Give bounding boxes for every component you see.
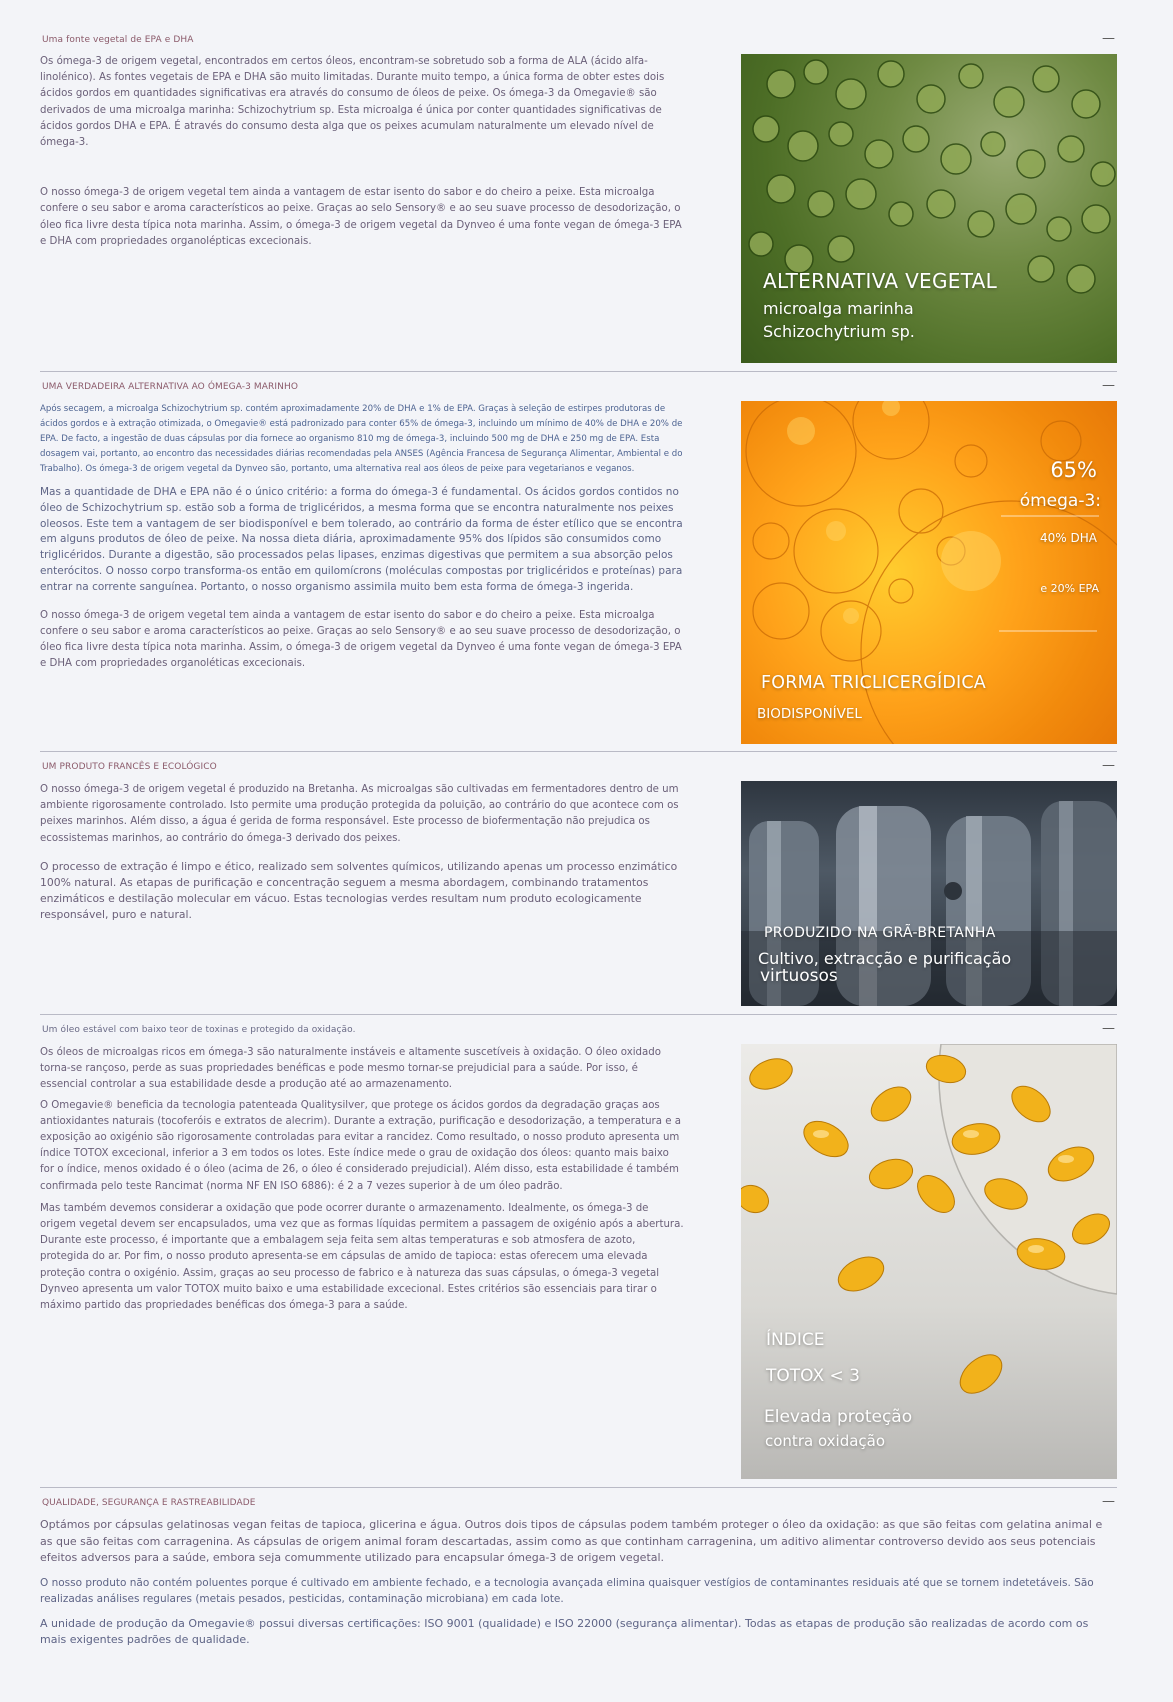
- section-5-header[interactable]: [40, 1494, 1117, 1516]
- divider: [40, 1014, 1117, 1015]
- collapse-toggle-icon[interactable]: —: [1102, 378, 1115, 393]
- image-line-3: Elevada proteção: [764, 1407, 913, 1427]
- image-title: PRODUZIDO NA GRÃ-BRETANHA: [764, 925, 996, 941]
- image-line-4: contra oxidação: [765, 1432, 886, 1450]
- omega-percent: 65%: [1050, 458, 1097, 482]
- paragraph: O nosso ómega-3 de origem vegetal é produzido na Bretanha. As microalgas são cultivadas em fermentadores dentro de um ambiente rigorosamente controlado. Isto permite uma produção protegida da poluição, ao contrário do que acontece com os peixes marinhos. Além disso, a água é gerida de forma responsável. Este processo de biofermentação não prejudica os ecossistemas marinhos, ao contrário do ómega-3 derivado dos peixes.: [40, 784, 679, 844]
- paragraph: O nosso ómega-3 de origem vegetal tem ainda a vantagem de estar isento do sabor e do cheiro a peixe. Esta microalga confere o seu sabor e aroma característicos ao peixe. Graças ao selo Sensory® e ao seu suave processo de desodorização, o óleo fica livre desta típica nota marinha. Assim, o ómega-3 de origem vegetal da Dynveo é uma fonte vegan de ómega-3 EPA e DHA com propriedades organolépticas excecionais.: [40, 187, 682, 247]
- collapse-toggle-icon[interactable]: —: [1102, 1494, 1115, 1509]
- section-2-header[interactable]: [40, 378, 1117, 400]
- image-line-1: microalga marinha: [763, 299, 914, 318]
- microalgae-photo: [741, 54, 1117, 363]
- collapse-toggle-icon[interactable]: —: [1102, 1021, 1115, 1036]
- softgel-capsules-photo: [741, 1044, 1117, 1479]
- section-4-text: [40, 1045, 685, 1328]
- section-5-title: QUALIDADE, SEGURANÇA E RASTREABILIDADE: [42, 1498, 256, 1508]
- paragraph: O nosso produto não contém poluentes porque é cultivado em ambiente fechado, e a tecnologia avançada elimina quaisquer vestígios de contaminantes residuais até que se tornem indetetáveis. São realizadas análises regulares (metais pesados, pesticidas, contaminação microbiana) em cada lote.: [40, 1576, 1094, 1605]
- oil-bubbles-photo: [741, 401, 1117, 744]
- section-5-text: [40, 1517, 1117, 1663]
- image-title: FORMA TRICLICERGÍDICA: [761, 673, 986, 693]
- collapse-toggle-icon[interactable]: —: [1102, 31, 1115, 46]
- section-2-text: [40, 402, 685, 686]
- paragraph: Após secagem, a microalga Schizochytrium sp. contém aproximadamente 20% de DHA e 1% de EPA. Graças à seleção de estirpes produtoras de ácidos gordos e à extração otimizada, o Omegavie® está padronizado para conter 65% de ómega-3, incluindo um mínimo de 40% de DHA e 20% de EPA. De facto, a ingestão de duas cápsulas por dia fornece ao organismo 810 mg de ómega-3, incluindo 500 mg de DHA e 250 mg de EPA. Esta dosagem vai, portanto, ao encontro das necessidades diárias recomendadas pela ANSES (Agência Francesa de Segurança Alimentar, Ambiental e do Trabalho). Os ómega-3 de origem vegetal da Dynveo são, portanto, uma alternativa real aos óleos de peixe para vegetarianos e veganos.: [40, 404, 683, 474]
- image-subtitle: BIODISPONÍVEL: [757, 706, 862, 722]
- paragraph: Mas a quantidade de DHA e EPA não é o único critério: a forma do ómega-3 é fundamental. Os ácidos gordos contidos no óleo de Schizochytrium sp. estão sob a forma de triglicéridos, a mesma forma que se encontra naturalmente nos peixes oleosos. Este tem a vantagem de ser biodisponível e bem tolerado, ao contrário da forma de éster etílico que se encontra em alguns produtos de óleo de peixe. Na nossa dieta diária, aproximadamente 95% dos lípidos são consumidos como triglicéridos. Durante a digestão, são processados pelas lipases, enzimas digestivas que permitem a sua absorção pelos enterócitos. O nosso corpo transforma-os então em quilomícrons (moléculas compostas por triglicéridos e proteínas) para entrar na corrente sanguínea. Portanto, o nosso organismo assimila muito bem esta forma de ómega-3 ingerida.: [40, 486, 683, 593]
- paragraph: Os ómega-3 de origem vegetal, encontrados em certos óleos, encontram-se sobretudo sob a forma de ALA (ácido alfa-linolénico). As fontes vegetais de EPA e DHA são muito limitadas. Durante muito tempo, a única forma de obter estes dois ácidos gordos em quantidades significativas era através do consumo de óleos de peixe. Os ómega-3 da Omegavie® são derivados de uma microalga marinha: Schizochytrium sp. Esta microalga é única por conter quantidades significativas de ácidos gordos DHA e EPA. É através do consumo desta alga que os peixes acumulam naturalmente um elevado nível de ómega-3.: [40, 56, 665, 149]
- section-1-text: [40, 54, 685, 264]
- section-1-header[interactable]: [40, 31, 1117, 53]
- image-line-1: Cultivo, extracção e purificação: [758, 949, 1012, 968]
- image-title: ALTERNATIVA VEGETAL: [763, 269, 998, 293]
- image-line-2: Schizochytrium sp.: [763, 322, 915, 341]
- image-line-1: ÍNDICE: [766, 1330, 825, 1350]
- paragraph: O nosso ómega-3 de origem vegetal tem ainda a vantagem de estar isento do sabor e do cheiro a peixe. Esta microalga confere o seu sabor e aroma característicos ao peixe. Graças ao selo Sensory® e ao seu suave processo de desodorização, o óleo fica livre desta típica nota marinha. Assim, o ómega-3 de origem vegetal da Dynveo é uma fonte vegan de ómega-3 EPA e DHA com propriedades organoléticas excecionais.: [40, 609, 682, 670]
- image-line-2: TOTOX < 3: [766, 1366, 860, 1386]
- section-3-title: UM PRODUTO FRANCÊS E ECOLÓGICO: [42, 762, 217, 772]
- section-2-title: UMA VERDADEIRA ALTERNATIVA AO ÓMEGA-3 MARINHO: [42, 382, 299, 392]
- divider: [40, 371, 1117, 372]
- epa-label: e 20% EPA: [1040, 582, 1099, 595]
- section-4-header[interactable]: [40, 1021, 1117, 1043]
- paragraph: O processo de extração é limpo e ético, realizado sem solventes químicos, utilizando apenas um processo enzimático 100% natural. As etapas de purificação e concentração seguem a mesma abordagem, combinando tratamentos enzimáticos e destilação molecular em vácuo. Estas tecnologias verdes resultam num produto ecologicamente responsável, puro e natural.: [40, 859, 678, 922]
- section-3-header[interactable]: [40, 758, 1117, 780]
- paragraph: Optámos por cápsulas gelatinosas vegan feitas de tapioca, glicerina e água. Outros dois tipos de cápsulas podem também proteger o óleo da oxidação: as que são feitas com gelatina animal e as que são feitas com carragenina. As cápsulas de origem animal foram descartadas, assim como as que continham carragenina, um aditivo alimentar controverso devido aos seus potenciais efeitos adversos para a saúde, embora seja comummente utilizado para encapsular ómega-3 de origem vegetal.: [40, 1518, 1103, 1564]
- image-line-2: virtuosos: [760, 966, 838, 986]
- section-3-text: [40, 782, 685, 938]
- paragraph: A unidade de produção da Omegavie® possui diversas certificações: ISO 9001 (qualidade) e ISO 22000 (segurança alimentar). Todas as etapas de produção são realizadas de acordo com os mais exigentes padrões de qualidade.: [40, 1616, 1089, 1646]
- divider: [40, 751, 1117, 752]
- collapse-toggle-icon[interactable]: —: [1102, 758, 1115, 773]
- section-4-title: Um óleo estável com baixo teor de toxinas e protegido da oxidação.: [42, 1025, 356, 1035]
- paragraph: Mas também devemos considerar a oxidação que pode ocorrer durante o armazenamento. Idealmente, os ómega-3 de origem vegetal devem ser encapsulados, uma vez que as formas líquidas permitem a passagem de oxigénio após a abertura. Durante este processo, é importante que a embalagem seja feita sem altas temperaturas e sob atmosfera de azoto, protegida do ar. Por fim, o nosso produto apresenta-se em cápsulas de amido de tapioca: estas oferecem uma elevada proteção contra o oxigénio. Assim, graças ao seu processo de fabrico e à natureza das suas cápsulas, o ómega-3 vegetal Dynveo apresenta um valor TOTOX muito baixo e uma estabilidade excecional. Estes critérios são essenciais para tirar o máximo partido das propriedades benéficas dos ómega-3 para a saúde.: [40, 1202, 684, 1312]
- omega-label: ómega-3:: [1019, 491, 1101, 511]
- divider: [40, 1487, 1117, 1488]
- paragraph: O Omegavie® beneficia da tecnologia patenteada Qualitysilver, que protege os ácidos gordos da degradação graças aos antioxidantes naturais (tocoferóis e extratos de alecrim). Durante a extração, purificação e desodorização, a temperatura e a exposição ao oxigénio são rigorosamente controladas para evitar a rancidez. Como resultado, o nosso produto apresenta um índice TOTOX excecional, inferior a 3 em todos os lotes. Este índice mede o grau de oxidação dos óleos: quanto mais baixo for o índice, menos oxidado é o óleo (acima de 26, o óleo é considerado prejudicial). Além disso, esta estabilidade é também confirmada pelo teste Rancimat (norma NF EN ISO 6886): é 2 a 7 vezes superior à de um óleo padrão.: [40, 1099, 681, 1192]
- section-1-title: Uma fonte vegetal de EPA e DHA: [42, 35, 194, 45]
- paragraph: Os óleos de microalgas ricos em ómega-3 são naturalmente instáveis e altamente suscetíveis à oxidação. O óleo oxidado torna-se rançoso, perde as suas propriedades benéficas e pode mesmo tornar-se prejudicial para a saúde. Por isso, é essencial controlar a sua estabilidade desde a produção até ao armazenamento.: [40, 1047, 661, 1091]
- dha-label: 40% DHA: [1040, 531, 1097, 545]
- fermentation-tanks-photo: [741, 781, 1117, 1006]
